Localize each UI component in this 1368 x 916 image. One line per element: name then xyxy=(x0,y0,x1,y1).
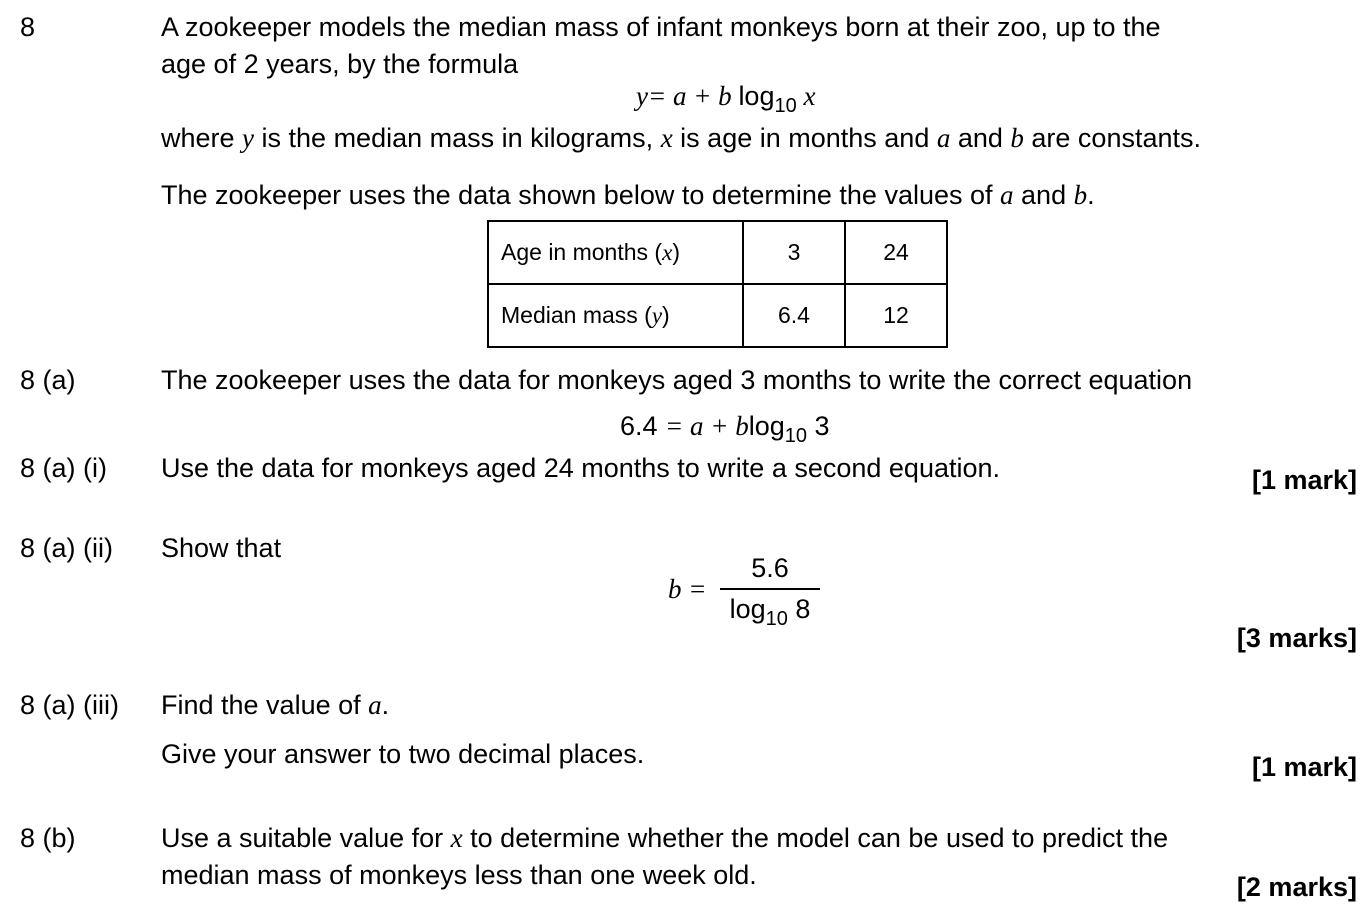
part-a-ii-label: 8 (a) (ii) xyxy=(20,533,113,563)
part-a-i-text: Use the data for monkeys aged 24 months to write a second equation. xyxy=(161,453,1001,483)
uses-data-text-3: . xyxy=(1087,180,1095,210)
mass-label-var: y xyxy=(651,303,663,328)
part-a-label: 8 (a) xyxy=(20,365,76,395)
den-arg: 8 xyxy=(787,594,811,624)
age-label-var: x xyxy=(662,240,673,265)
table-row-mass xyxy=(488,284,947,347)
a-iii-text-1: Find the value of xyxy=(161,690,369,720)
fraction-numerator: 5.6 xyxy=(751,553,789,583)
formula-log: log xyxy=(738,81,775,111)
table-cell-age-label xyxy=(488,221,743,284)
formula-base: 10 xyxy=(774,95,797,117)
part-a-iii-line-2: Give your answer to two decimal places. xyxy=(161,739,645,769)
fraction-denominator xyxy=(720,594,820,630)
a-iii-text-2: . xyxy=(381,690,390,720)
where-text-5: are constants. xyxy=(1023,123,1202,153)
part-a-i-label: 8 (a) (i) xyxy=(20,453,107,483)
eq-arg: 3 xyxy=(807,411,830,441)
table-cell-mass-6-4: 6.4 xyxy=(743,284,845,347)
b-text-2: to determine whether the model can be used to predict the xyxy=(462,823,1169,853)
table-cell-mass-label xyxy=(488,284,743,347)
eq-base: 10 xyxy=(784,425,808,447)
where-var-b: b xyxy=(1010,123,1024,153)
uses-data-line xyxy=(161,182,1095,209)
where-var-a: a xyxy=(936,123,951,153)
part-b-line-1 xyxy=(161,825,1168,852)
part-a-equation xyxy=(620,411,830,447)
fraction-bar xyxy=(720,588,820,590)
eq-lhs: 6.4 xyxy=(620,411,666,441)
table-cell-age-24: 24 xyxy=(845,221,947,284)
den-log: log xyxy=(729,594,766,624)
where-text-1: where xyxy=(161,123,243,153)
b-text-1: Use a suitable value for xyxy=(161,823,451,853)
age-label-text: Age in months ( xyxy=(501,239,663,265)
uses-data-var-b: b xyxy=(1073,180,1088,210)
part-a-ii-text: Show that xyxy=(161,533,282,563)
formula-a-b: = a + b xyxy=(647,81,739,111)
part-b-marks: [2 marks] xyxy=(1236,872,1357,902)
eq-a-b: = a + b xyxy=(665,411,749,441)
part-a-iii-line-1 xyxy=(161,692,389,719)
age-label-close: ) xyxy=(672,239,680,265)
where-text-2: is the median mass in kilograms, xyxy=(254,123,661,153)
where-text-4: and xyxy=(950,123,1011,153)
uses-data-text-1: The zookeeper uses the data shown below to determine the values of xyxy=(161,180,1001,210)
part-a-text: The zookeeper uses the data for monkeys aged 3 months to write the correct equation xyxy=(161,365,1193,395)
part-b-line-2: median mass of monkeys less than one week old. xyxy=(161,860,757,890)
intro-line-1: A zookeeper models the median mass of infant monkeys born at their zoo, up to the xyxy=(161,12,1161,42)
den-base: 10 xyxy=(765,608,788,630)
where-line xyxy=(161,125,1201,152)
part-a-i-marks: [1 mark] xyxy=(1251,465,1357,495)
mass-label-close: ) xyxy=(662,302,670,328)
part-a-iii-label: 8 (a) (iii) xyxy=(20,690,119,720)
part-a-ii-marks: [3 marks] xyxy=(1236,623,1357,653)
question-number: 8 xyxy=(20,12,36,42)
uses-data-var-a: a xyxy=(1000,180,1014,210)
part-b-label: 8 (b) xyxy=(20,823,76,853)
model-formula xyxy=(636,81,816,117)
formula-x: x xyxy=(796,81,816,111)
where-var-y: y xyxy=(242,123,255,153)
table-cell-mass-12: 12 xyxy=(845,284,947,347)
b-equals: b = xyxy=(668,574,707,604)
a-iii-var-a: a xyxy=(368,690,382,720)
data-table xyxy=(487,220,948,348)
table-cell-age-3: 3 xyxy=(743,221,845,284)
where-text-3: is age in months and xyxy=(672,123,937,153)
mass-label-text: Median mass ( xyxy=(501,302,652,328)
table-row-age xyxy=(488,221,947,284)
b-var-x: x xyxy=(450,823,463,853)
fraction xyxy=(720,553,820,630)
eq-log: log xyxy=(748,411,785,441)
formula-y: y xyxy=(636,81,648,111)
uses-data-text-2: and xyxy=(1013,180,1074,210)
intro-line-2: age of 2 years, by the formula xyxy=(161,49,519,79)
part-a-iii-marks: [1 mark] xyxy=(1251,752,1357,782)
where-var-x: x xyxy=(660,123,673,153)
